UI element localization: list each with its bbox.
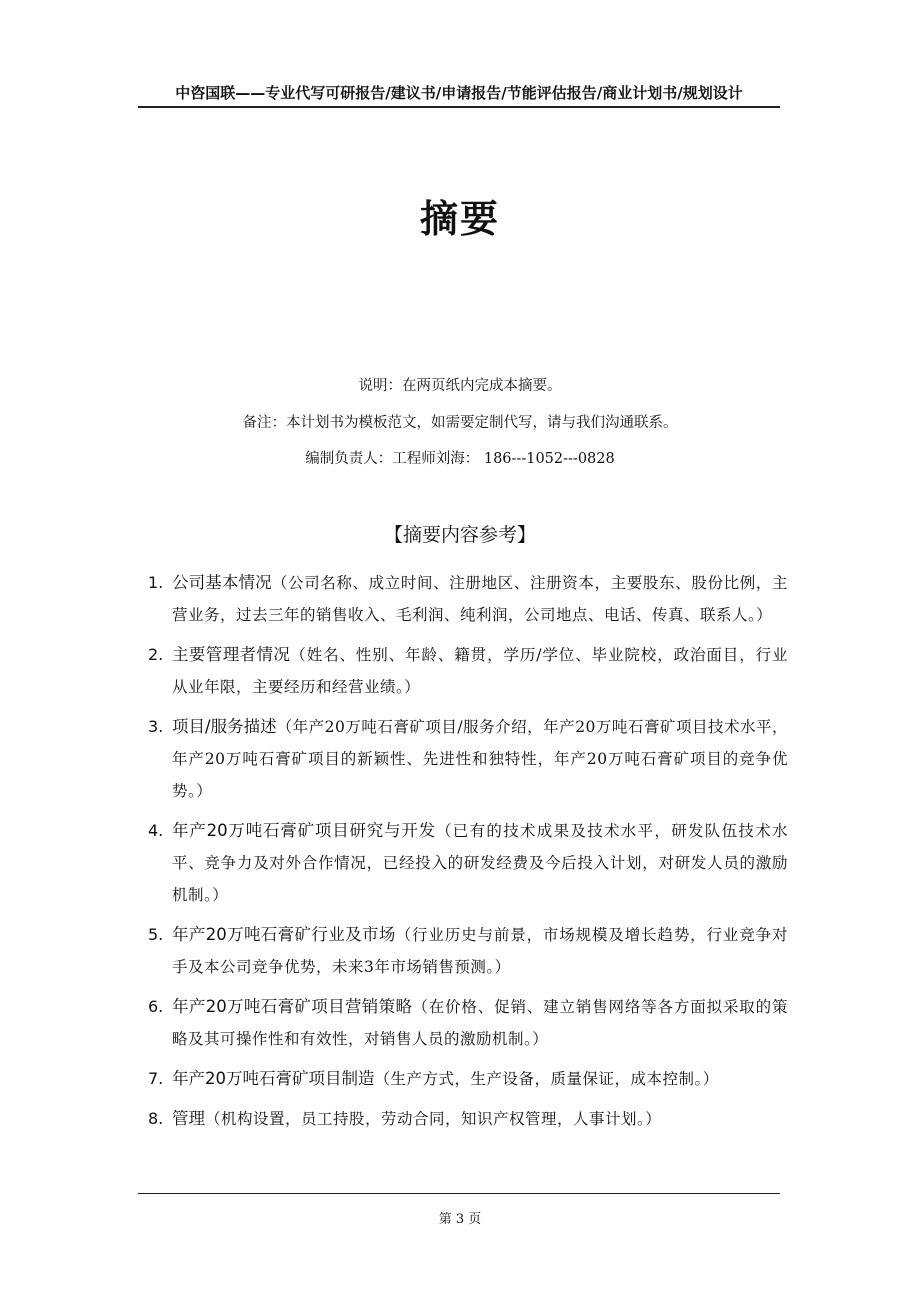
item-description: （行业历史与前景，市场规模及增长趋势，行业竞争对手及本公司竞争优势，未来3年市场销售预测。）	[172, 926, 788, 976]
item-description: （已有的技术成果及技术水平，研发队伍技术水平、竞争力及对外合作情况，已经投入的研发经费及今后投入计划，对研发人员的激励机制。）	[172, 822, 788, 904]
list-item	[148, 639, 788, 703]
item-number: 5.	[148, 925, 164, 944]
item-number: 6.	[148, 997, 164, 1016]
section-title: 【摘要内容参考】	[383, 524, 536, 546]
list-item	[148, 815, 788, 911]
item-number: 3.	[148, 717, 164, 736]
footer-divider	[138, 1193, 780, 1194]
item-description: （机构设置，员工持股，劳动合同，知识产权管理，人事计划。）	[205, 1110, 662, 1128]
item-number: 7.	[148, 1069, 164, 1088]
item-description: （公司名称、成立时间、注册地区、注册资本，主要股东、股份比例，主营业务，过去三年的销售收入、毛利润、纯利润，公司地点、电话、传真、联系人。）	[172, 574, 788, 624]
list-item	[148, 1103, 788, 1135]
item-heading: 年产20万吨石膏矿行业及市场	[172, 925, 396, 944]
page-title: 摘要	[419, 197, 500, 241]
item-heading: 年产20万吨石膏矿项目制造	[172, 1069, 375, 1088]
summary-items-list	[148, 567, 788, 1143]
item-heading: 主要管理者情况	[172, 645, 291, 664]
item-heading: 公司基本情况	[172, 573, 272, 592]
item-number: 1.	[148, 573, 164, 592]
item-heading: 管理	[172, 1109, 205, 1128]
item-number: 4.	[148, 821, 164, 840]
item-description: （生产方式，生产设备，质量保证，成本控制。）	[374, 1070, 719, 1088]
list-item	[148, 1063, 788, 1095]
note-description: 说明：在两页纸内完成本摘要。	[358, 378, 562, 394]
page-header: 中咨国联——专业代写可研报告/建议书/申请报告/节能评估报告/商业计划书/规划设计	[175, 84, 743, 102]
item-number: 2.	[148, 645, 164, 664]
note-contact: 编制负责人：工程师刘海： 186---1052---0828	[305, 451, 615, 467]
header-divider	[138, 106, 780, 108]
list-item	[148, 567, 788, 631]
note-remark: 备注：本计划书为模板范文，如需要定制代写，请与我们沟通联系。	[242, 415, 678, 431]
item-description: （年产20万吨石膏矿项目/服务介绍，年产20万吨石膏矿项目技术水平，年产20万吨石膏矿项目的新颖性、先进性和独特性，年产20万吨石膏矿项目的竞争优势。）	[172, 718, 788, 800]
item-heading: 年产20万吨石膏矿项目研究与开发	[172, 821, 436, 840]
item-heading: 年产20万吨石膏矿项目营销策略	[172, 997, 413, 1016]
list-item	[148, 919, 788, 983]
page-number: 第 3 页	[438, 1212, 482, 1227]
list-item	[148, 711, 788, 807]
list-item	[148, 991, 788, 1055]
item-heading: 项目/服务描述	[172, 717, 277, 736]
item-number: 8.	[148, 1109, 164, 1128]
item-description: （姓名、性别、年龄、籍贯，学历/学位、毕业院校，政治面目，行业从业年限，主要经历和经营业绩。）	[172, 646, 788, 696]
item-description: （在价格、促销、建立销售网络等各方面拟采取的策略及其可操作性和有效性，对销售人员的激励机制。）	[172, 998, 788, 1048]
